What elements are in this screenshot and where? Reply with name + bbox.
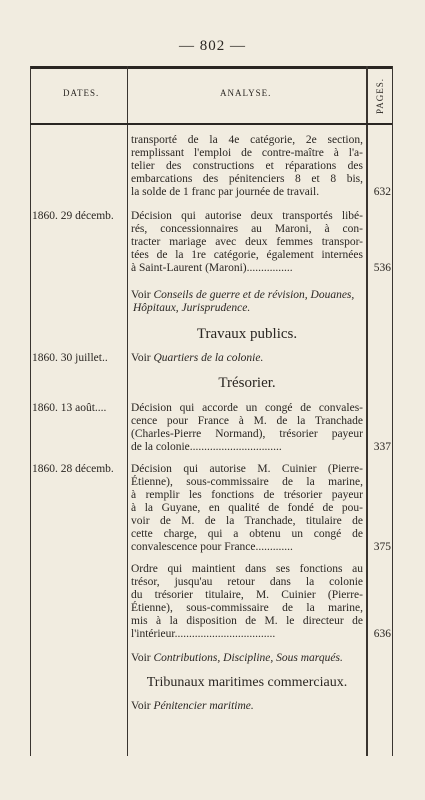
text-line: (Charles-Pierre Normand), trésorier payeur [131,428,363,440]
see-also-references: Conseils de guerre et de révision, Douanes, [153,289,355,301]
text-line: convalescence pour France............. [131,541,293,553]
entry-text [131,210,363,275]
section-heading: Tribunaux maritimes commerciaux. [146,675,348,690]
see-also-prefix: Voir [131,352,151,364]
text-line: voir de M. de la Tranchade, titulaire de [131,515,363,527]
entry-date: 1860. 29 décemb. [32,210,114,222]
see-also-prefix: Voir [131,289,151,301]
text-line: cence pour France à M. de la Tranchade [131,415,363,427]
text-line: du trésorier titulaire, M. Cuinier (Pierre- [131,589,363,601]
text-line: rés, concessionnaires au Maroni, à con- [131,223,363,235]
text-line: de la colonie................................ [131,441,282,453]
entry-text [131,563,363,641]
entry-date: 1860. 30 juillet.. [32,352,108,364]
text-line: à Saint-Laurent (Maroni)................ [131,262,293,274]
text-line: Étienne), sous-commissaire de la marine, [131,476,363,488]
text-line: embarcations des pénitenciers 8 et 8 bis, [131,173,363,185]
pages-header [368,72,392,120]
page-reference: 375 [373,541,391,553]
text-line: trésor, jusqu'au retour dans la colonie [131,576,363,588]
see-also [131,652,343,665]
text-line: Décision qui accorde un congé de convales- [131,402,363,414]
see-also-prefix: Voir [131,700,151,712]
dates-column-divider [127,66,128,756]
text-line: à remplir les fonctions de trésorier payeur [131,489,363,501]
text-line: cette charge, qui a obtenu un congé de [131,528,363,540]
text-line: transporté de la 4e catégorie, 2e section, [131,134,363,146]
entry-date: 1860. 28 décemb. [32,463,114,475]
page-reference: 337 [373,441,391,453]
analyse-header: ANALYSE. [220,88,272,98]
table-left-border [30,66,31,756]
pages-column-divider [366,66,368,756]
header-rule [30,123,392,125]
text-line: Étienne), sous-commissaire de la marine, [131,602,363,614]
pages-header-label: PAGES. [375,78,385,114]
text-line: Ordre qui maintient dans ses fonctions au [131,563,363,575]
see-also [131,289,354,302]
page-reference: 636 [373,628,391,640]
entry-date: 1860. 13 août.... [32,402,107,414]
see-also-references: Quartiers de la colonie. [153,352,264,364]
text-line: à la Guyane, en qualité de fondé de pou- [131,502,363,514]
see-also-references: Contributions, Discipline, Sous marqués. [153,652,343,664]
text-line: mis à la disposition de M. le directeur de [131,615,363,627]
see-also [131,700,254,713]
see-also-references: Pénitencier maritime. [153,700,254,712]
entry-text [131,134,363,199]
text-line: Décision qui autorise M. Cuinier (Pierre- [131,463,363,475]
text-line: Décision qui autorise deux transportés libé- [131,210,363,222]
dates-header: DATES. [63,88,100,98]
see-also-continued [133,302,250,315]
entry-text [131,463,363,554]
text-line: tracter mariage avec deux femmes transpor- [131,236,363,248]
text-line: la solde de 1 franc par journée de travail. [131,186,320,198]
text-line: l'intérieur................................... [131,628,276,640]
text-line: telier des constructions et réparations des [131,160,363,172]
entry-text [131,402,363,454]
section-heading: Trésorier. [218,375,276,391]
page-number: — 802 — [179,38,246,54]
text-line: tées de la 1re catégorie, également internées [131,249,363,261]
page-reference: 536 [373,262,391,274]
see-also [131,352,263,365]
table-right-border [392,66,393,756]
see-also-prefix: Voir [131,652,151,664]
section-heading: Travaux publics. [196,326,298,342]
text-line: remplissant l'emploi de contre-maître à l'a- [131,147,363,159]
see-also-references: Hôpitaux, Jurisprudence. [133,302,251,314]
page-reference: 632 [373,186,391,198]
